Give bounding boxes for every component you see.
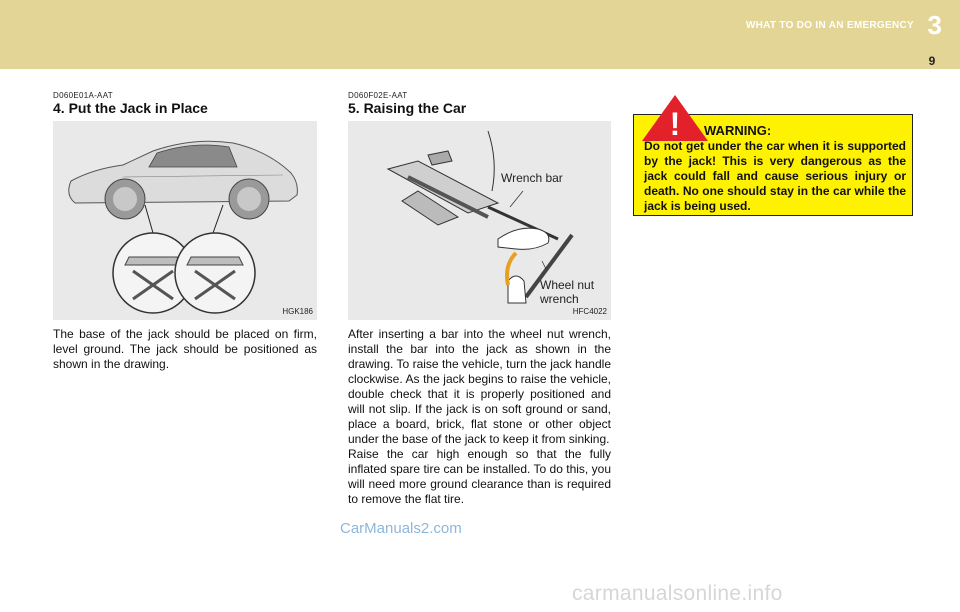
figure-code: HGK186 (282, 307, 313, 316)
section-heading: 5. Raising the Car (348, 100, 467, 116)
svg-text:!: ! (669, 106, 681, 142)
jack-placement-figure (53, 121, 317, 320)
figure-code: HFC4022 (572, 307, 607, 316)
warning-triangle-icon (640, 93, 710, 143)
section-title: WHAT TO DO IN AN EMERGENCY (745, 20, 914, 31)
car-jack-points-illustration (53, 121, 317, 320)
warning-title: WARNING: (704, 123, 772, 138)
page-header (0, 0, 960, 69)
body-text: The base of the jack should be placed on firm, level ground. The jack should be positioned as shown in the drawing. (53, 327, 317, 371)
section-heading: 4. Put the Jack in Place (53, 100, 208, 116)
raising-car-figure (348, 121, 611, 320)
section-code: D060F02E-AAT (348, 91, 408, 100)
warning-text: Do not get under the car when it is supported by the jack! This is very dangerous as the jack could fall and cause serious injury or death. No one should stay in the car while the jack is being used. (644, 139, 906, 213)
wrench-bar-callout: Wrench bar (501, 171, 563, 185)
wheel-nut-wrench-callout-line2: wrench (540, 292, 579, 306)
body-text-block (348, 327, 611, 507)
chapter-number: 3 (927, 10, 942, 40)
body-paragraph: Raise the car high enough so that the fully inflated spare tire can be installed. To do this, you will need more ground clearance than is required to remove the flat tire. (348, 447, 611, 506)
page-number: 9 (928, 54, 936, 68)
watermark-link[interactable]: CarManuals2.com (340, 520, 462, 537)
wheel-nut-wrench-callout-line1: Wheel nut (540, 278, 595, 292)
watermark-text: carmanualsonline.info (572, 582, 783, 605)
section-code: D060E01A-AAT (53, 91, 113, 100)
body-paragraph: After inserting a bar into the wheel nut wrench, install the bar into the jack as shown in the drawing. To raise the vehicle, turn the jack handle clockwise. As the jack begins to raise the vehicle, double check that it is properly positioned and will not slip. If the jack is on soft ground or sand, place a board, brick, flat stone or other object under the base of the jack to keep it from sinking. (348, 327, 611, 446)
warning-box (633, 106, 913, 216)
